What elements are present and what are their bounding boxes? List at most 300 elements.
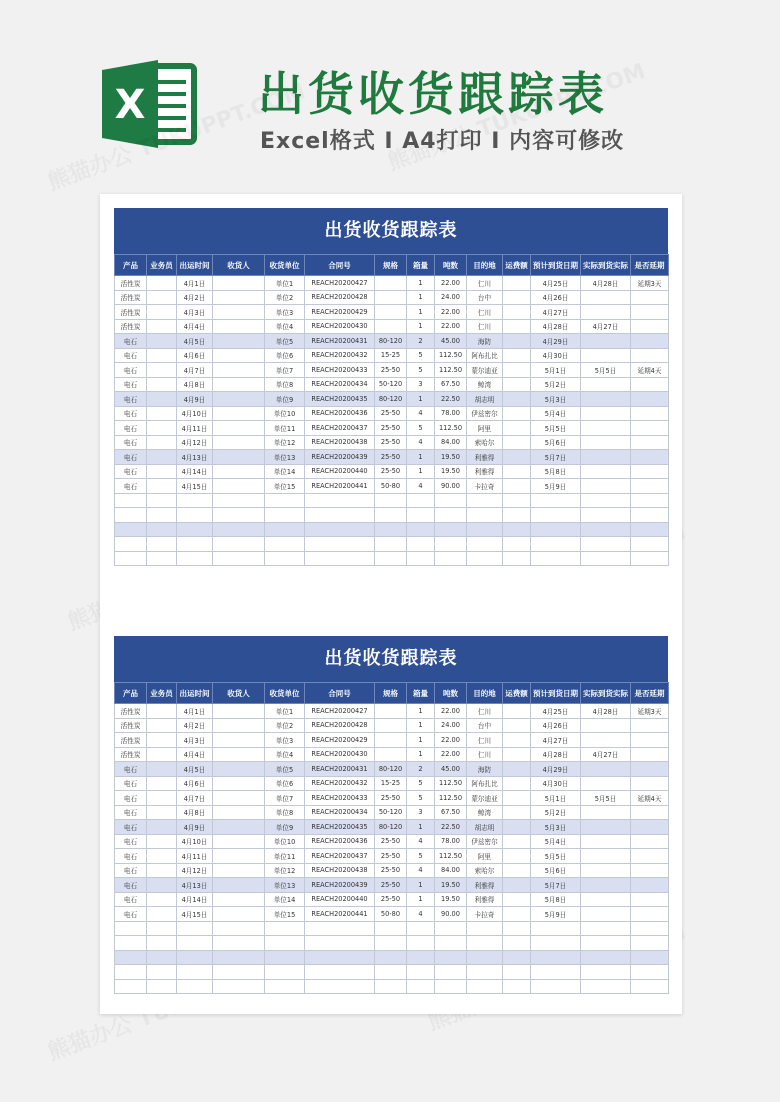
- table-cell: [147, 537, 177, 552]
- table-cell: [177, 551, 213, 566]
- table-cell: 25-50: [375, 834, 407, 849]
- column-header: 是否延期: [631, 683, 669, 704]
- table-cell: 80-120: [375, 820, 407, 835]
- table-cell: [177, 493, 213, 508]
- table-cell: 4月27日: [531, 733, 581, 748]
- table-cell: [213, 776, 265, 791]
- table-cell: [581, 305, 631, 320]
- table-cell: REACH20200438: [305, 863, 375, 878]
- table-cell: [503, 319, 531, 334]
- table-row: [115, 348, 669, 363]
- table-row: [115, 979, 669, 994]
- table-cell: [467, 921, 503, 936]
- table-cell: 4月27日: [531, 305, 581, 320]
- table-cell: [531, 950, 581, 965]
- table-row: [115, 363, 669, 378]
- table-cell: 4月30日: [531, 776, 581, 791]
- table-cell: 45.00: [435, 334, 467, 349]
- table-cell: 5月7日: [531, 878, 581, 893]
- table-cell: [375, 936, 407, 951]
- table-cell: 4月26日: [531, 290, 581, 305]
- table-cell: [147, 979, 177, 994]
- table-cell: 4月15日: [177, 907, 213, 922]
- table-row: [115, 776, 669, 791]
- table-cell: 单位6: [265, 776, 305, 791]
- table-cell: 4月3日: [177, 733, 213, 748]
- table-cell: [631, 747, 669, 762]
- table-cell: 4月2日: [177, 290, 213, 305]
- table-cell: [375, 290, 407, 305]
- table-cell: [265, 522, 305, 537]
- table-cell: 伊兹密尔: [467, 834, 503, 849]
- table-cell: 22.00: [435, 319, 467, 334]
- table-cell: [435, 508, 467, 523]
- table-cell: 电石: [115, 878, 147, 893]
- table-cell: 84.00: [435, 435, 467, 450]
- table-cell: 电石: [115, 464, 147, 479]
- table-cell: 蒙尔迪亚: [467, 363, 503, 378]
- table-cell: [631, 334, 669, 349]
- table-cell: [581, 435, 631, 450]
- table-cell: 单位15: [265, 907, 305, 922]
- table-cell: [581, 849, 631, 864]
- table-cell: 80-120: [375, 762, 407, 777]
- table-cell: [375, 305, 407, 320]
- table-cell: [503, 805, 531, 820]
- table-cell: [177, 921, 213, 936]
- table-cell: 15-25: [375, 776, 407, 791]
- table-cell: 海防: [467, 334, 503, 349]
- table-cell: [147, 276, 177, 291]
- table-cell: [503, 733, 531, 748]
- table-cell: 单位14: [265, 464, 305, 479]
- table-cell: 延期4天: [631, 363, 669, 378]
- table-cell: 电石: [115, 334, 147, 349]
- table-cell: [631, 319, 669, 334]
- table-cell: 电石: [115, 776, 147, 791]
- table-cell: [581, 377, 631, 392]
- table-cell: [407, 493, 435, 508]
- table-row: [115, 733, 669, 748]
- document-page: [100, 194, 682, 1014]
- table-cell: [213, 377, 265, 392]
- tracking-table: [114, 254, 669, 566]
- table-cell: [631, 464, 669, 479]
- table-cell: 单位10: [265, 406, 305, 421]
- table-cell: [435, 979, 467, 994]
- table-cell: [631, 805, 669, 820]
- table-row: [115, 508, 669, 523]
- table-cell: [147, 776, 177, 791]
- table-cell: [581, 718, 631, 733]
- table-cell: 1: [407, 747, 435, 762]
- table-cell: 4月10日: [177, 834, 213, 849]
- table-cell: [581, 863, 631, 878]
- table-cell: [435, 522, 467, 537]
- table-cell: 活性炭: [115, 305, 147, 320]
- table-cell: [375, 537, 407, 552]
- column-header: 业务员: [147, 683, 177, 704]
- sheet-title: 出货收货跟踪表: [114, 208, 668, 254]
- table-cell: [503, 334, 531, 349]
- table-row: [115, 936, 669, 951]
- table-cell: [581, 805, 631, 820]
- table-cell: 50-120: [375, 377, 407, 392]
- table-cell: [177, 965, 213, 980]
- table-cell: 电石: [115, 450, 147, 465]
- table-cell: 4月5日: [177, 762, 213, 777]
- table-cell: 4月28日: [581, 704, 631, 719]
- table-cell: [503, 718, 531, 733]
- table-row: [115, 791, 669, 806]
- table-cell: 4月28日: [531, 319, 581, 334]
- table-row: [115, 762, 669, 777]
- table-cell: 80-120: [375, 334, 407, 349]
- table-cell: [581, 820, 631, 835]
- table-cell: 电石: [115, 348, 147, 363]
- table-cell: [375, 733, 407, 748]
- table-cell: 25-50: [375, 450, 407, 465]
- table-cell: [213, 479, 265, 494]
- table-cell: 利雅得: [467, 878, 503, 893]
- table-cell: 4月15日: [177, 479, 213, 494]
- table-cell: [435, 493, 467, 508]
- table-cell: REACH20200431: [305, 334, 375, 349]
- table-cell: [581, 762, 631, 777]
- table-cell: [147, 805, 177, 820]
- table-cell: [213, 435, 265, 450]
- table-cell: 112.50: [435, 776, 467, 791]
- table-cell: 5月2日: [531, 805, 581, 820]
- table-cell: 鲸湾: [467, 805, 503, 820]
- table-row: [115, 522, 669, 537]
- table-cell: 80-120: [375, 392, 407, 407]
- table-cell: [213, 406, 265, 421]
- table-cell: [631, 834, 669, 849]
- table-cell: REACH20200432: [305, 348, 375, 363]
- table-cell: [467, 979, 503, 994]
- table-cell: [531, 936, 581, 951]
- table-cell: 单位4: [265, 319, 305, 334]
- table-cell: REACH20200429: [305, 733, 375, 748]
- table-cell: 22.00: [435, 704, 467, 719]
- table-cell: 4月29日: [531, 334, 581, 349]
- table-cell: [177, 979, 213, 994]
- table-cell: REACH20200428: [305, 290, 375, 305]
- table-cell: 67.50: [435, 377, 467, 392]
- table-cell: [631, 450, 669, 465]
- table-cell: 活性炭: [115, 733, 147, 748]
- table-cell: 台中: [467, 290, 503, 305]
- table-cell: 4月27日: [581, 319, 631, 334]
- table-cell: 4月3日: [177, 305, 213, 320]
- table-cell: [631, 522, 669, 537]
- table-cell: 索哈尔: [467, 435, 503, 450]
- table-cell: 单位2: [265, 290, 305, 305]
- table-cell: [503, 907, 531, 922]
- table-cell: 5: [407, 348, 435, 363]
- column-header: 规格: [375, 683, 407, 704]
- table-cell: [631, 493, 669, 508]
- table-cell: [265, 936, 305, 951]
- table-cell: 4: [407, 834, 435, 849]
- table-cell: 4月12日: [177, 863, 213, 878]
- table-cell: 延期3天: [631, 276, 669, 291]
- tracking-sheet-2: [114, 636, 668, 994]
- table-cell: [213, 276, 265, 291]
- column-header: 出运时间: [177, 683, 213, 704]
- table-cell: 4月5日: [177, 334, 213, 349]
- table-cell: [503, 791, 531, 806]
- table-cell: [213, 305, 265, 320]
- table-cell: [581, 834, 631, 849]
- table-cell: 单位13: [265, 878, 305, 893]
- table-cell: [147, 921, 177, 936]
- table-cell: [147, 290, 177, 305]
- table-cell: [177, 522, 213, 537]
- table-cell: [581, 450, 631, 465]
- table-cell: [631, 820, 669, 835]
- table-cell: [213, 493, 265, 508]
- table-cell: [531, 493, 581, 508]
- table-cell: 电石: [115, 435, 147, 450]
- table-cell: [177, 936, 213, 951]
- table-cell: 112.50: [435, 849, 467, 864]
- table-cell: 4月6日: [177, 776, 213, 791]
- table-cell: [503, 537, 531, 552]
- table-cell: [305, 537, 375, 552]
- table-cell: [581, 537, 631, 552]
- table-cell: [503, 377, 531, 392]
- table-cell: [581, 421, 631, 436]
- table-cell: [503, 776, 531, 791]
- table-cell: [213, 921, 265, 936]
- table-cell: 1: [407, 276, 435, 291]
- table-cell: 5月2日: [531, 377, 581, 392]
- table-cell: [503, 551, 531, 566]
- table-cell: [147, 950, 177, 965]
- table-cell: [305, 551, 375, 566]
- table-cell: 4月11日: [177, 421, 213, 436]
- table-cell: 19.50: [435, 450, 467, 465]
- table-cell: [631, 392, 669, 407]
- table-cell: 单位11: [265, 849, 305, 864]
- table-cell: 单位8: [265, 805, 305, 820]
- table-cell: [407, 508, 435, 523]
- table-cell: [503, 921, 531, 936]
- table-cell: [265, 551, 305, 566]
- table-cell: [375, 979, 407, 994]
- table-cell: 112.50: [435, 348, 467, 363]
- table-cell: 电石: [115, 834, 147, 849]
- table-cell: [581, 464, 631, 479]
- table-cell: 1: [407, 392, 435, 407]
- column-header: 是否延期: [631, 255, 669, 276]
- table-cell: [467, 508, 503, 523]
- table-cell: [115, 936, 147, 951]
- column-header: 产品: [115, 683, 147, 704]
- table-cell: [407, 936, 435, 951]
- table-cell: [305, 979, 375, 994]
- table-cell: 4月14日: [177, 464, 213, 479]
- table-cell: 4: [407, 907, 435, 922]
- table-cell: [407, 950, 435, 965]
- table-cell: [147, 450, 177, 465]
- table-cell: [147, 718, 177, 733]
- table-cell: [375, 493, 407, 508]
- table-row: [115, 950, 669, 965]
- table-cell: [631, 776, 669, 791]
- table-cell: [147, 834, 177, 849]
- column-header: 规格: [375, 255, 407, 276]
- table-cell: [503, 508, 531, 523]
- table-cell: 4月9日: [177, 392, 213, 407]
- table-cell: 4月11日: [177, 849, 213, 864]
- table-cell: [375, 921, 407, 936]
- table-cell: 单位2: [265, 718, 305, 733]
- table-row: [115, 878, 669, 893]
- table-cell: [631, 479, 669, 494]
- table-cell: 4月13日: [177, 450, 213, 465]
- table-cell: 3: [407, 377, 435, 392]
- column-header: 业务员: [147, 255, 177, 276]
- table-cell: [435, 965, 467, 980]
- table-cell: REACH20200438: [305, 435, 375, 450]
- table-cell: [375, 522, 407, 537]
- table-cell: 电石: [115, 363, 147, 378]
- table-cell: [531, 508, 581, 523]
- table-cell: [531, 522, 581, 537]
- table-cell: [147, 305, 177, 320]
- table-cell: [581, 979, 631, 994]
- table-cell: [631, 762, 669, 777]
- table-row: [115, 551, 669, 566]
- table-cell: [115, 921, 147, 936]
- table-cell: [375, 950, 407, 965]
- table-cell: 4月6日: [177, 348, 213, 363]
- table-cell: 1: [407, 892, 435, 907]
- table-cell: [531, 537, 581, 552]
- table-cell: [435, 936, 467, 951]
- table-cell: 鲸湾: [467, 377, 503, 392]
- table-cell: 5月7日: [531, 450, 581, 465]
- table-cell: 单位12: [265, 435, 305, 450]
- table-cell: [305, 965, 375, 980]
- table-cell: [147, 820, 177, 835]
- table-cell: [503, 747, 531, 762]
- table-cell: 电石: [115, 907, 147, 922]
- table-cell: 4月8日: [177, 377, 213, 392]
- table-cell: 24.00: [435, 290, 467, 305]
- table-cell: [265, 537, 305, 552]
- table-cell: REACH20200433: [305, 363, 375, 378]
- table-cell: 1: [407, 319, 435, 334]
- column-header: 运费额: [503, 683, 531, 704]
- table-cell: [265, 950, 305, 965]
- table-cell: [115, 965, 147, 980]
- table-cell: 4月30日: [531, 348, 581, 363]
- table-cell: 单位3: [265, 305, 305, 320]
- table-cell: [213, 319, 265, 334]
- table-cell: [147, 733, 177, 748]
- table-cell: [147, 363, 177, 378]
- table-cell: REACH20200433: [305, 791, 375, 806]
- table-cell: [503, 493, 531, 508]
- table-cell: [503, 435, 531, 450]
- table-cell: 25-50: [375, 791, 407, 806]
- table-cell: [147, 849, 177, 864]
- table-cell: 电石: [115, 805, 147, 820]
- table-row: [115, 718, 669, 733]
- table-cell: 单位9: [265, 820, 305, 835]
- table-cell: 阿布扎比: [467, 776, 503, 791]
- table-cell: [407, 537, 435, 552]
- table-cell: [631, 907, 669, 922]
- column-header: 目的地: [467, 255, 503, 276]
- table-cell: [213, 348, 265, 363]
- table-cell: 蒙尔迪亚: [467, 791, 503, 806]
- table-cell: 5月3日: [531, 392, 581, 407]
- table-cell: [305, 522, 375, 537]
- table-cell: REACH20200428: [305, 718, 375, 733]
- table-cell: 112.50: [435, 363, 467, 378]
- table-cell: 78.00: [435, 834, 467, 849]
- table-cell: 25-50: [375, 464, 407, 479]
- table-cell: [467, 493, 503, 508]
- table-cell: [213, 907, 265, 922]
- table-cell: [503, 406, 531, 421]
- table-cell: [147, 348, 177, 363]
- table-cell: [631, 406, 669, 421]
- table-cell: 15-25: [375, 348, 407, 363]
- table-cell: 单位1: [265, 704, 305, 719]
- table-cell: 19.50: [435, 878, 467, 893]
- table-cell: 5月5日: [531, 849, 581, 864]
- table-cell: 78.00: [435, 406, 467, 421]
- table-row: [115, 747, 669, 762]
- table-cell: 4月1日: [177, 276, 213, 291]
- table-cell: REACH20200437: [305, 849, 375, 864]
- table-cell: 4月13日: [177, 878, 213, 893]
- table-row: [115, 965, 669, 980]
- column-header: 收货人: [213, 683, 265, 704]
- table-cell: 利雅得: [467, 464, 503, 479]
- table-row: [115, 319, 669, 334]
- table-cell: [213, 820, 265, 835]
- table-cell: 活性炭: [115, 290, 147, 305]
- table-cell: [407, 979, 435, 994]
- table-cell: 单位15: [265, 479, 305, 494]
- column-header: 运费额: [503, 255, 531, 276]
- table-cell: [631, 290, 669, 305]
- table-cell: [147, 493, 177, 508]
- table-cell: 单位8: [265, 377, 305, 392]
- table-cell: 活性炭: [115, 276, 147, 291]
- table-cell: 电石: [115, 791, 147, 806]
- table-cell: 胡志明: [467, 820, 503, 835]
- table-cell: REACH20200429: [305, 305, 375, 320]
- table-cell: [581, 776, 631, 791]
- table-cell: 5: [407, 849, 435, 864]
- table-cell: [503, 762, 531, 777]
- table-cell: 卡拉奇: [467, 479, 503, 494]
- table-cell: [467, 522, 503, 537]
- table-cell: [503, 392, 531, 407]
- table-cell: 1: [407, 305, 435, 320]
- table-cell: [115, 508, 147, 523]
- table-cell: [147, 508, 177, 523]
- table-cell: [407, 551, 435, 566]
